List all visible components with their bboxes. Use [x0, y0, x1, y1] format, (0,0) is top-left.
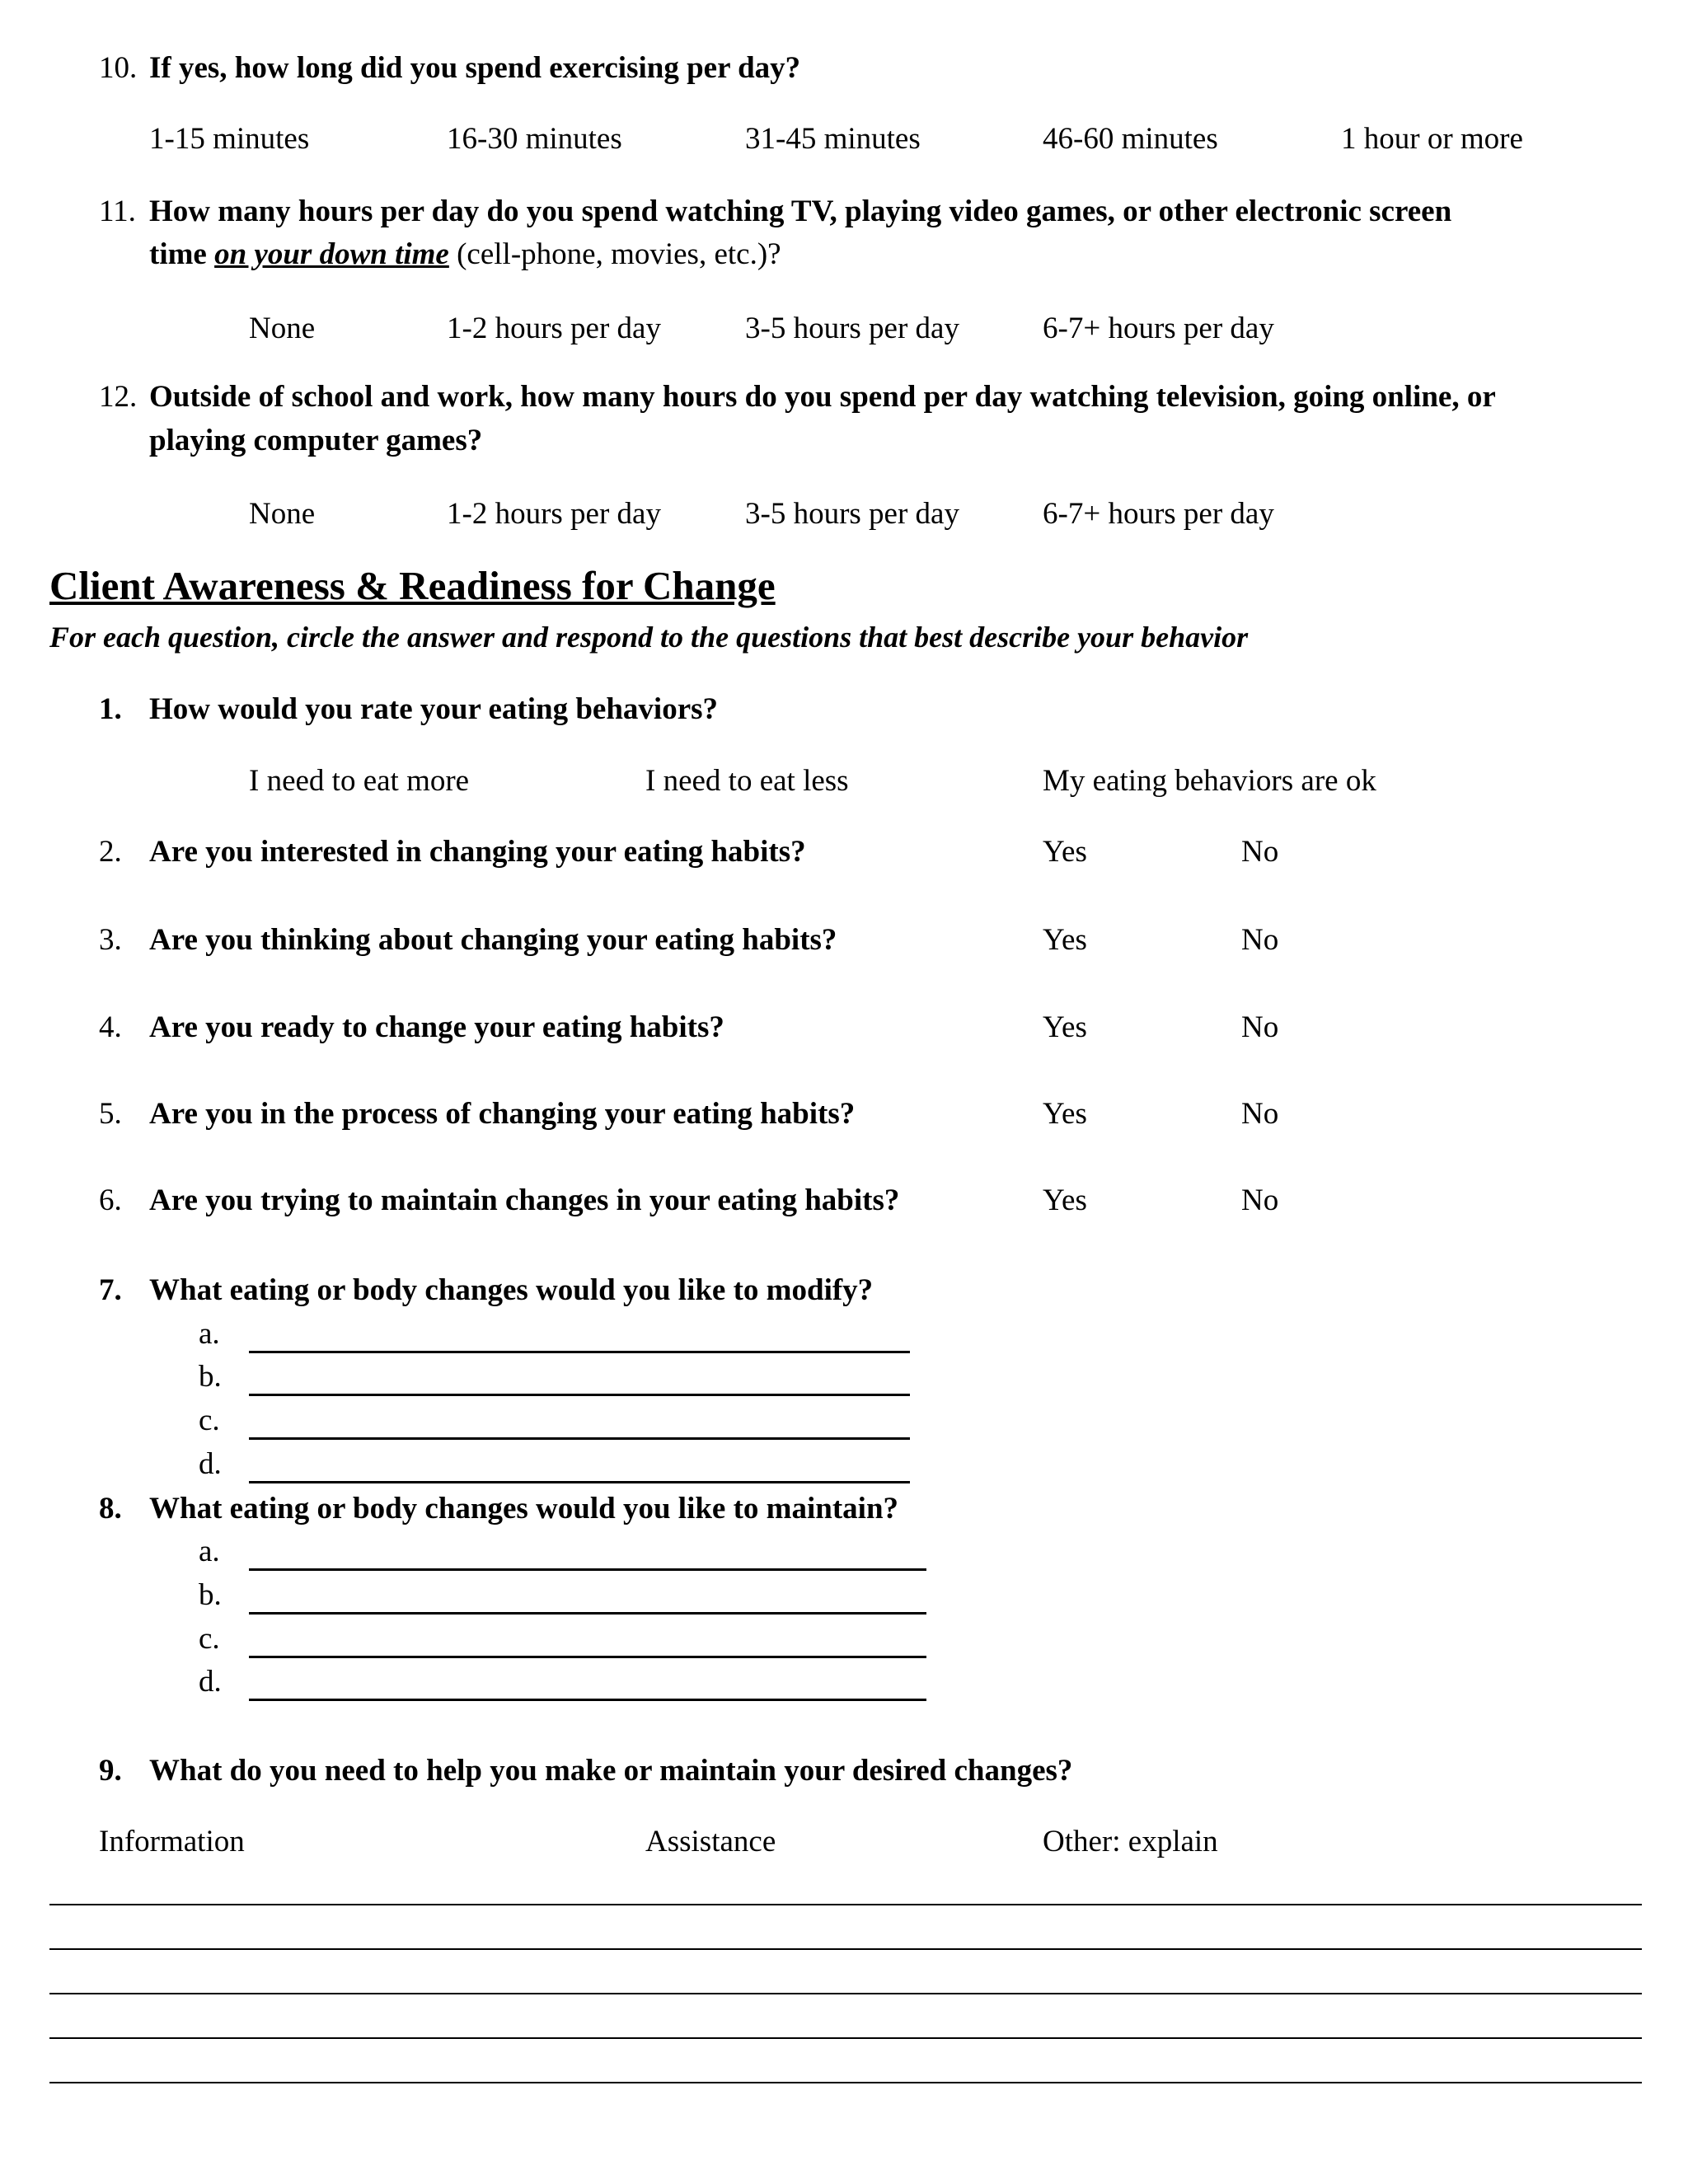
readiness-q7-text: What eating or body changes would you like to modify? — [149, 1273, 874, 1307]
question-11-line2 — [149, 237, 781, 273]
section-title: Client Awareness & Readiness for Change — [49, 563, 776, 608]
q8-letter-d: d. — [199, 1665, 222, 1699]
q10-option-2[interactable]: 16-30 minutes — [447, 122, 622, 156]
readiness-q4-yes[interactable]: Yes — [1043, 1010, 1087, 1044]
q7-letter-c: c. — [199, 1404, 220, 1437]
q8-answer-line-a[interactable] — [249, 1568, 926, 1571]
readiness-q2-yes[interactable]: Yes — [1043, 835, 1087, 869]
q7-answer-line-b[interactable] — [249, 1394, 910, 1396]
question-11-number: 11. — [99, 194, 136, 228]
readiness-q7-number: 7. — [99, 1273, 122, 1307]
explain-line-3[interactable] — [49, 1993, 1642, 1994]
readiness-q5-number: 5. — [99, 1097, 122, 1131]
readiness-q1-number: 1. — [99, 692, 122, 726]
q9-option-information[interactable]: Information — [99, 1825, 245, 1858]
readiness-q2-no[interactable]: No — [1241, 835, 1279, 869]
readiness-q6-no[interactable]: No — [1241, 1183, 1279, 1217]
q11-option-none[interactable]: None — [249, 312, 316, 345]
readiness-q3-yes[interactable]: Yes — [1043, 923, 1087, 957]
q12-option-6-7-hours[interactable]: 6-7+ hours per day — [1043, 497, 1274, 531]
q12-option-none[interactable]: None — [249, 497, 316, 531]
q11-option-1-2-hours[interactable]: 1-2 hours per day — [447, 312, 661, 345]
q8-letter-c: c. — [199, 1622, 220, 1656]
section-instructions: For each question, circle the answer and respond to the questions that best describe your behavior — [49, 621, 1249, 654]
q11-option-6-7-hours[interactable]: 6-7+ hours per day — [1043, 312, 1274, 345]
q12-option-3-5-hours[interactable]: 3-5 hours per day — [745, 497, 959, 531]
q8-letter-a: a. — [199, 1535, 220, 1568]
q10-option-1[interactable]: 1-15 minutes — [149, 122, 310, 156]
q8-answer-line-b[interactable] — [249, 1612, 926, 1615]
readiness-q4-no[interactable]: No — [1241, 1010, 1279, 1044]
readiness-q2-number: 2. — [99, 835, 122, 869]
q9-option-assistance[interactable]: Assistance — [645, 1825, 776, 1858]
readiness-q1-text: How would you rate your eating behaviors? — [149, 692, 719, 726]
explain-line-4[interactable] — [49, 2037, 1642, 2039]
q7-letter-b: b. — [199, 1360, 222, 1394]
question-10-number: 10. — [99, 51, 138, 85]
readiness-q6-yes[interactable]: Yes — [1043, 1183, 1087, 1217]
readiness-q8-text: What eating or body changes would you like to maintain? — [149, 1492, 899, 1526]
readiness-q3-no[interactable]: No — [1241, 923, 1279, 957]
q7-letter-d: d. — [199, 1447, 222, 1481]
readiness-q6-text: Are you trying to maintain changes in your eating habits? — [149, 1183, 900, 1217]
readiness-q3-text: Are you thinking about changing your eating habits? — [149, 923, 837, 957]
readiness-q6-number: 6. — [99, 1183, 122, 1217]
readiness-q4-number: 4. — [99, 1010, 122, 1044]
q10-option-3[interactable]: 31-45 minutes — [745, 122, 921, 156]
explain-line-2[interactable] — [49, 1948, 1642, 1950]
readiness-q3-number: 3. — [99, 923, 122, 957]
readiness-q2-text: Are you interested in changing your eating habits? — [149, 835, 806, 869]
readiness-q1-option-eat-more[interactable]: I need to eat more — [249, 764, 470, 798]
q7-answer-line-c[interactable] — [249, 1437, 910, 1440]
q10-option-4[interactable]: 46-60 minutes — [1043, 122, 1218, 156]
q9-option-other-explain[interactable]: Other: explain — [1043, 1825, 1218, 1858]
q7-answer-line-a[interactable] — [249, 1351, 910, 1353]
q10-option-5[interactable]: 1 hour or more — [1341, 122, 1523, 156]
explain-line-5[interactable] — [49, 2082, 1642, 2083]
question-11-line1: How many hours per day do you spend watching TV, playing video games, or other electronic screen — [149, 194, 1452, 228]
q7-letter-a: a. — [199, 1317, 220, 1351]
question-11-examples: (cell-phone, movies, etc.)? — [448, 237, 781, 271]
q8-answer-line-c[interactable] — [249, 1656, 926, 1658]
readiness-q9-number: 9. — [99, 1754, 122, 1788]
question-12-number: 12. — [99, 380, 138, 414]
q11-option-3-5-hours[interactable]: 3-5 hours per day — [745, 312, 959, 345]
question-12-line1: Outside of school and work, how many hours do you spend per day watching television, going online, or — [149, 380, 1496, 414]
q12-option-1-2-hours[interactable]: 1-2 hours per day — [447, 497, 661, 531]
q7-answer-line-d[interactable] — [249, 1481, 910, 1483]
readiness-q1-option-ok[interactable]: My eating behaviors are ok — [1043, 764, 1376, 798]
readiness-q1-option-eat-less[interactable]: I need to eat less — [645, 764, 849, 798]
readiness-q9-text: What do you need to help you make or maintain your desired changes? — [149, 1754, 1073, 1788]
question-10-text: If yes, how long did you spend exercising per day? — [149, 51, 801, 85]
readiness-q8-number: 8. — [99, 1492, 122, 1526]
readiness-q4-text: Are you ready to change your eating habits? — [149, 1010, 724, 1044]
question-11-time-word: time — [149, 237, 215, 271]
readiness-q5-text: Are you in the process of changing your eating habits? — [149, 1097, 856, 1131]
q8-answer-line-d[interactable] — [249, 1699, 926, 1701]
question-11-down-time-emphasis: on your down time — [214, 237, 449, 271]
readiness-q5-no[interactable]: No — [1241, 1097, 1279, 1131]
readiness-q5-yes[interactable]: Yes — [1043, 1097, 1087, 1131]
q8-letter-b: b. — [199, 1578, 222, 1612]
question-12-line2: playing computer games? — [149, 424, 483, 457]
explain-line-1[interactable] — [49, 1904, 1642, 1905]
